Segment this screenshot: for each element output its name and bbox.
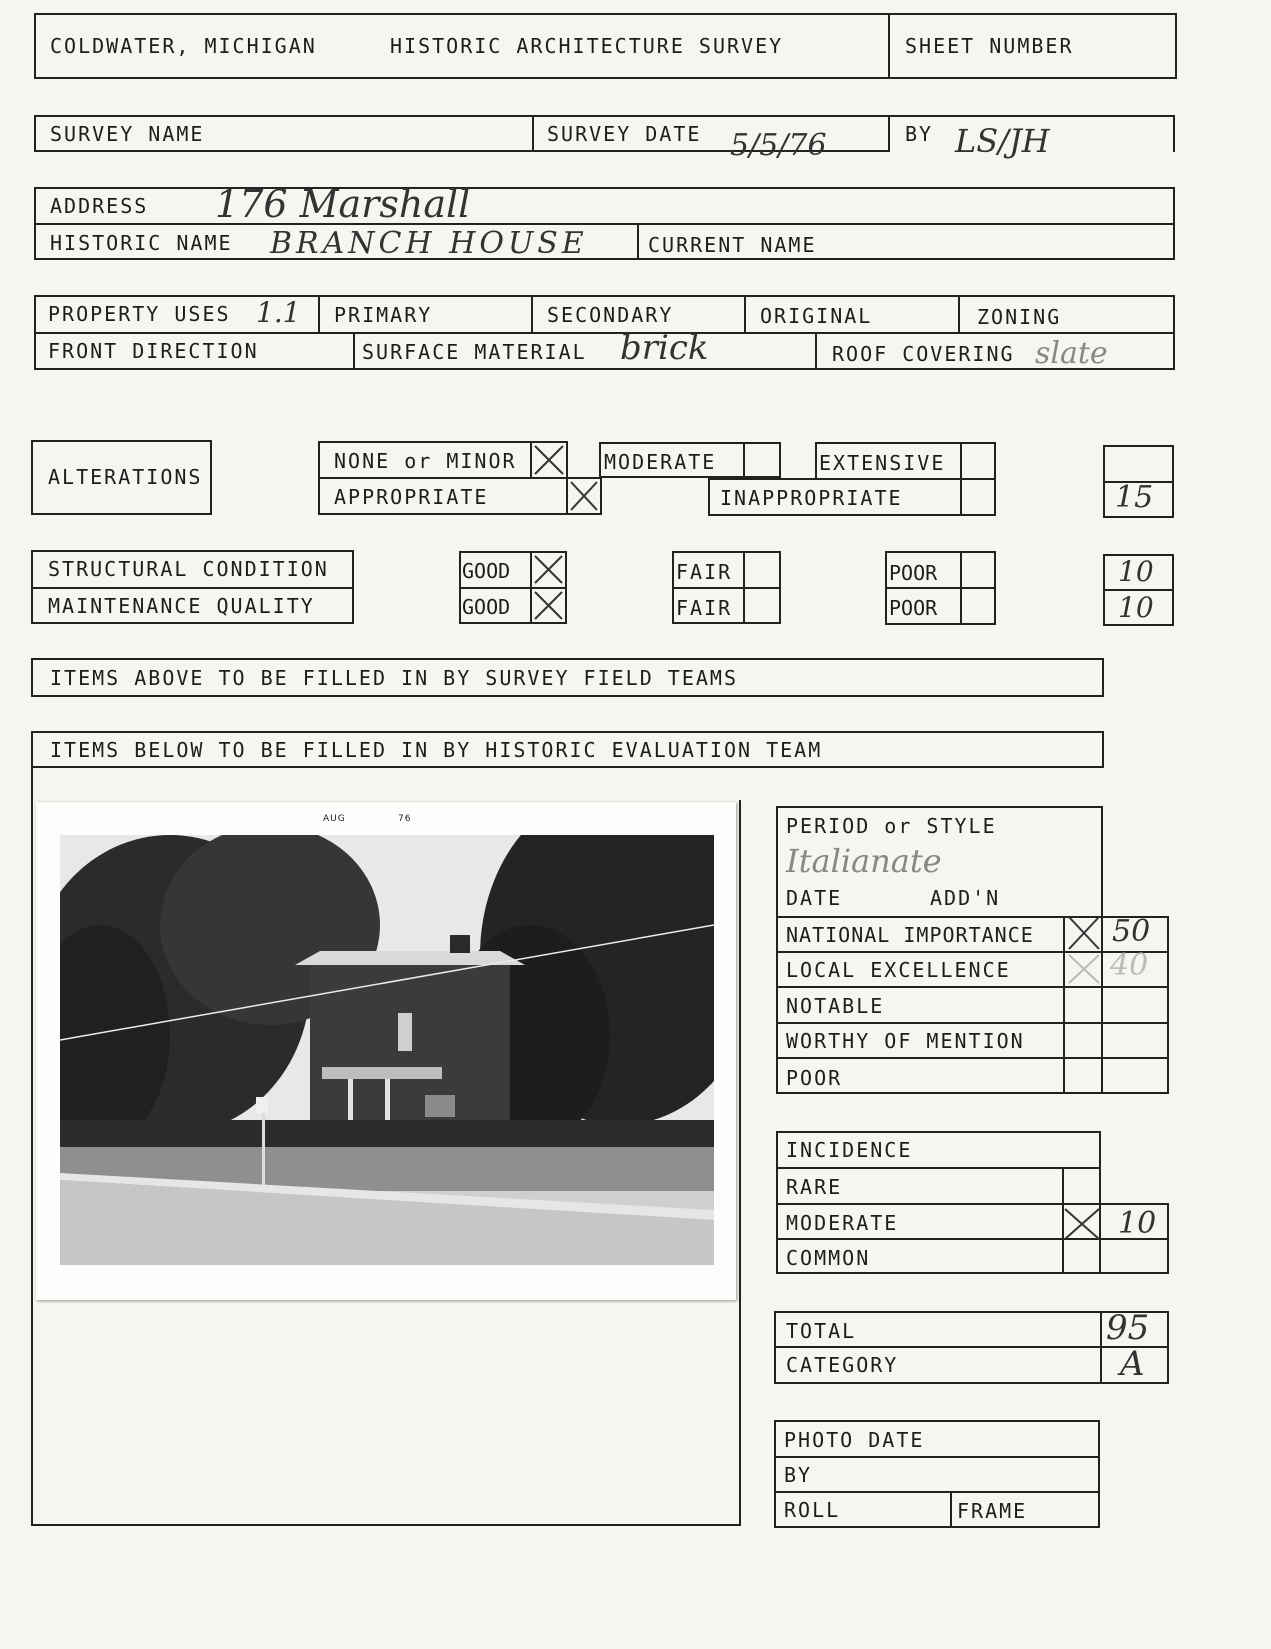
local-excellence-label: LOCAL EXCELLENCE — [786, 958, 1011, 982]
structural-good-checkmark — [532, 553, 565, 586]
moderate-alt-label: MODERATE — [604, 450, 717, 474]
category-value: A — [1120, 1344, 1145, 1384]
surface-material-label: SURFACE MATERIAL — [362, 340, 587, 364]
none-minor-label: NONE or MINOR — [334, 449, 517, 473]
appropriate-checkmark — [568, 479, 600, 513]
surface-material-value: brick — [620, 328, 709, 368]
maintenance-poor-label: POOR — [889, 596, 938, 620]
incidence-label: INCIDENCE — [786, 1138, 913, 1162]
worthy-of-mention-label: WORTHY OF MENTION — [786, 1029, 1025, 1053]
rare-label: RARE — [786, 1175, 843, 1199]
current-name-label: CURRENT NAME — [648, 233, 817, 257]
by-value: LS/JH — [955, 122, 1050, 160]
maintenance-quality-label: MAINTENANCE QUALITY — [48, 594, 315, 618]
photo-date-label: PHOTO DATE — [784, 1428, 925, 1452]
eval-poor-label: POOR — [786, 1066, 843, 1090]
incidence-moderate-label: MODERATE — [786, 1211, 899, 1235]
secondary-label: SECONDARY — [547, 303, 674, 327]
house-photograph-print — [36, 802, 736, 1300]
incidence-moderate-checkmark — [1062, 1206, 1102, 1242]
roof-covering-label: ROOF COVERING — [832, 342, 1015, 366]
house-photo — [60, 835, 714, 1265]
alterations-score: 15 — [1115, 480, 1154, 515]
local-excellence-score: 40 — [1110, 948, 1149, 983]
common-label: COMMON — [786, 1246, 871, 1270]
structural-good-label: GOOD — [462, 559, 511, 583]
maintenance-good-checkmark — [532, 589, 565, 622]
address-label: ADDRESS — [50, 194, 149, 218]
national-importance-score: 50 — [1112, 914, 1151, 949]
evaluation-team-note: ITEMS BELOW TO BE FILLED IN BY HISTORIC EVALUATION TEAM — [50, 738, 823, 762]
field-teams-note: ITEMS ABOVE TO BE FILLED IN BY SURVEY FIELD TEAMS — [50, 666, 739, 690]
photo-by-label: BY — [784, 1463, 813, 1487]
historic-name-value: BRANCH HOUSE — [270, 226, 588, 261]
front-direction-label: FRONT DIRECTION — [48, 339, 259, 363]
alterations-label: ALTERATIONS — [48, 465, 203, 489]
inappropriate-label: INAPPROPRIATE — [720, 486, 903, 510]
local-excellence-checkmark — [1066, 952, 1102, 986]
original-label: ORIGINAL — [760, 304, 873, 328]
total-label: TOTAL — [786, 1319, 857, 1343]
maintenance-good-label: GOOD — [462, 595, 511, 619]
frame-label: FRAME — [957, 1499, 1028, 1523]
national-importance-label: NATIONAL IMPORTANCE — [786, 923, 1034, 947]
maintenance-score: 10 — [1118, 591, 1154, 624]
by-label: BY — [905, 122, 934, 146]
notable-label: NOTABLE — [786, 994, 885, 1018]
survey-name-label: SURVEY NAME — [50, 122, 205, 146]
date-label: DATE — [786, 886, 843, 910]
category-label: CATEGORY — [786, 1353, 899, 1377]
structural-condition-label: STRUCTURAL CONDITION — [48, 557, 329, 581]
national-importance-checkmark — [1066, 914, 1102, 952]
zoning-label: ZONING — [977, 305, 1062, 329]
survey-date-label: SURVEY DATE — [547, 122, 702, 146]
photo-stamp-month: AUG — [323, 814, 346, 824]
survey-date-value: 5/5/76 — [730, 128, 827, 163]
city-label: COLDWATER, MICHIGAN — [50, 34, 317, 58]
roll-label: ROLL — [784, 1498, 841, 1522]
maintenance-fair-label: FAIR — [676, 596, 733, 620]
addn-label: ADD'N — [930, 886, 1001, 910]
photo-stamp-year: 76 — [398, 814, 412, 824]
period-style-label: PERIOD or STYLE — [786, 814, 997, 838]
primary-label: PRIMARY — [334, 303, 433, 327]
property-uses-label: PROPERTY USES — [48, 302, 231, 326]
extensive-label: EXTENSIVE — [819, 451, 946, 475]
roof-covering-value: slate — [1035, 336, 1108, 371]
structural-score: 10 — [1118, 555, 1154, 588]
structural-poor-label: POOR — [889, 561, 938, 585]
historic-name-label: HISTORIC NAME — [50, 231, 233, 255]
appropriate-label: APPROPRIATE — [334, 485, 489, 509]
none-minor-checkmark — [532, 443, 566, 477]
incidence-score: 10 — [1118, 1206, 1157, 1241]
structural-fair-label: FAIR — [676, 560, 733, 584]
survey-title: HISTORIC ARCHITECTURE SURVEY — [390, 34, 784, 58]
sheet-number-label: SHEET NUMBER — [905, 34, 1074, 58]
property-uses-value: 1.1 — [256, 296, 301, 329]
total-value: 95 — [1106, 1308, 1150, 1348]
period-style-value: Italianate — [786, 842, 942, 880]
address-value: 176 Marshall — [215, 182, 471, 226]
